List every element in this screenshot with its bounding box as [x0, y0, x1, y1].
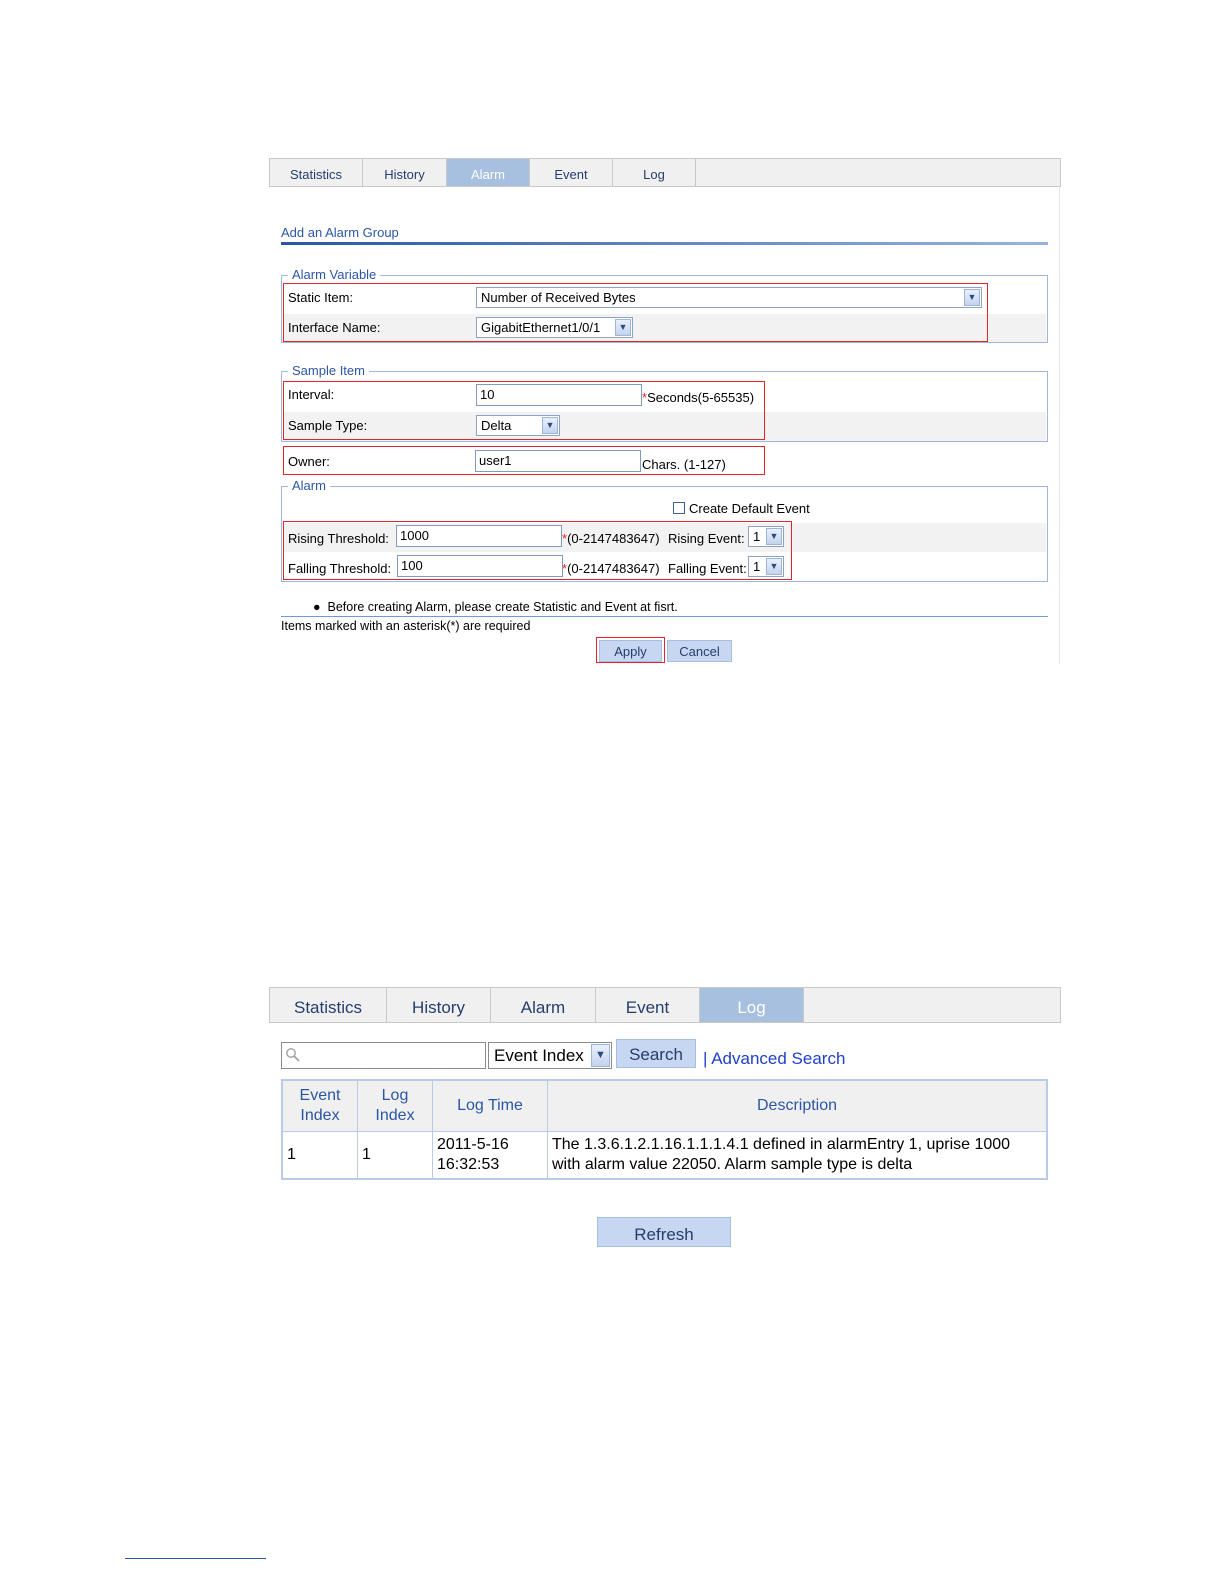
rising-threshold-label: Rising Threshold:	[288, 531, 389, 546]
create-default-event-label: Create Default Event	[689, 501, 810, 516]
footer-divider	[281, 616, 1048, 617]
highlight-thresholds	[283, 521, 792, 580]
section-title: Add an Alarm Group	[281, 225, 399, 240]
column-log-index[interactable]: Log Index	[358, 1080, 433, 1132]
sample-item-legend: Sample Item	[288, 363, 369, 379]
search-field-value: Event Index	[494, 1046, 584, 1065]
interval-label: Interval:	[288, 387, 335, 402]
falling-threshold-input[interactable]: 100	[397, 555, 563, 577]
advanced-search-row	[703, 1049, 845, 1069]
cell-event-index: 1	[282, 1132, 358, 1180]
tab-alarm[interactable]: Alarm	[491, 988, 596, 1022]
chevron-down-icon[interactable]: ▼	[766, 558, 782, 575]
interface-name-value: GigabitEthernet1/0/1	[481, 320, 601, 335]
falling-event-label: Falling Event:	[668, 561, 747, 576]
interval-hint-text: Seconds(5-65535)	[647, 390, 755, 405]
table-row	[282, 1132, 1047, 1180]
search-field-select[interactable]	[488, 1042, 612, 1069]
advanced-search-link[interactable]: Advanced Search	[711, 1049, 846, 1068]
owner-label: Owner:	[288, 454, 330, 469]
interval-input[interactable]: 10	[476, 384, 642, 406]
owner-hint: Chars. (1-127)	[642, 457, 726, 472]
column-log-time[interactable]: Log Time	[433, 1080, 548, 1132]
tab-statistics[interactable]: Statistics	[270, 159, 363, 186]
alarm-legend: Alarm	[288, 478, 330, 494]
tab-log[interactable]: Log	[613, 159, 696, 186]
tab-history[interactable]: History	[387, 988, 491, 1022]
highlight-sample-item	[283, 381, 765, 440]
rising-event-value: 1	[753, 529, 761, 544]
chevron-down-icon[interactable]: ▼	[766, 528, 782, 545]
sample-type-label: Sample Type:	[288, 418, 368, 433]
cell-description: The 1.3.6.1.2.1.16.1.1.1.4.1 defined in alarmEntry 1, uprise 1000 with alarm value 22050. Alarm sample type is delta	[548, 1132, 1048, 1180]
tab-history[interactable]: History	[363, 159, 447, 186]
page-footer-rule	[125, 1558, 266, 1559]
cell-log-index: 1	[358, 1132, 433, 1180]
chevron-down-icon[interactable]: ▼	[542, 417, 558, 434]
interface-name-label: Interface Name:	[288, 320, 381, 335]
rising-threshold-input[interactable]: 1000	[396, 525, 562, 547]
separator: |	[703, 1049, 708, 1068]
log-list-panel	[269, 987, 1061, 1257]
required-asterisk: *	[562, 561, 568, 576]
cancel-button[interactable]: Cancel	[667, 640, 732, 662]
search-input[interactable]	[281, 1042, 486, 1069]
highlight-owner	[283, 446, 765, 475]
tab-statistics[interactable]: Statistics	[270, 988, 387, 1022]
alarm-variable-legend: Alarm Variable	[288, 267, 380, 283]
owner-input[interactable]: user1	[475, 450, 641, 472]
tab-event[interactable]: Event	[596, 988, 700, 1022]
tab-alarm[interactable]: Alarm	[447, 159, 530, 186]
highlight-apply	[596, 637, 665, 663]
section-divider	[281, 242, 1048, 245]
panel-border	[1059, 186, 1060, 664]
falling-event-value: 1	[753, 559, 761, 574]
required-asterisk: *	[562, 531, 568, 546]
required-note: Items marked with an asterisk(*) are required	[281, 619, 531, 633]
note-text: Before creating Alarm, please create Statistic and Event at fisrt.	[327, 600, 678, 614]
column-event-index[interactable]: Event Index	[282, 1080, 358, 1132]
magnifier-icon	[285, 1047, 301, 1063]
note-bullet: ● Before creating Alarm, please create Statistic and Event at fisrt.	[313, 600, 678, 614]
column-description[interactable]: Description	[548, 1080, 1048, 1132]
refresh-button[interactable]: Refresh	[597, 1217, 731, 1247]
tab-log[interactable]: Log	[700, 988, 804, 1022]
required-asterisk: *	[642, 390, 648, 405]
alarm-config-panel	[269, 158, 1061, 664]
tab-bar	[269, 987, 1061, 1023]
tab-event[interactable]: Event	[530, 159, 613, 186]
static-item-value: Number of Received Bytes	[481, 290, 636, 305]
static-item-label: Static Item:	[288, 290, 354, 305]
create-default-event-checkbox[interactable]	[673, 502, 685, 514]
table-header-row	[282, 1080, 1047, 1132]
rising-threshold-range: (0-2147483647)	[567, 531, 660, 546]
tab-bar	[269, 158, 1061, 187]
chevron-down-icon[interactable]: ▼	[615, 319, 631, 336]
sample-type-value: Delta	[481, 418, 512, 433]
apply-button[interactable]: Apply	[599, 640, 662, 662]
chevron-down-icon[interactable]: ▼	[591, 1044, 610, 1067]
chevron-down-icon[interactable]: ▼	[964, 289, 980, 306]
cell-log-time: 2011-5-16 16:32:53	[433, 1132, 548, 1180]
log-table	[281, 1079, 1048, 1180]
highlight-alarm-variable	[283, 283, 988, 342]
falling-threshold-range: (0-2147483647)	[567, 561, 660, 576]
falling-threshold-label: Falling Threshold:	[288, 561, 392, 576]
search-button[interactable]: Search	[616, 1039, 696, 1068]
rising-event-label: Rising Event:	[668, 531, 745, 546]
